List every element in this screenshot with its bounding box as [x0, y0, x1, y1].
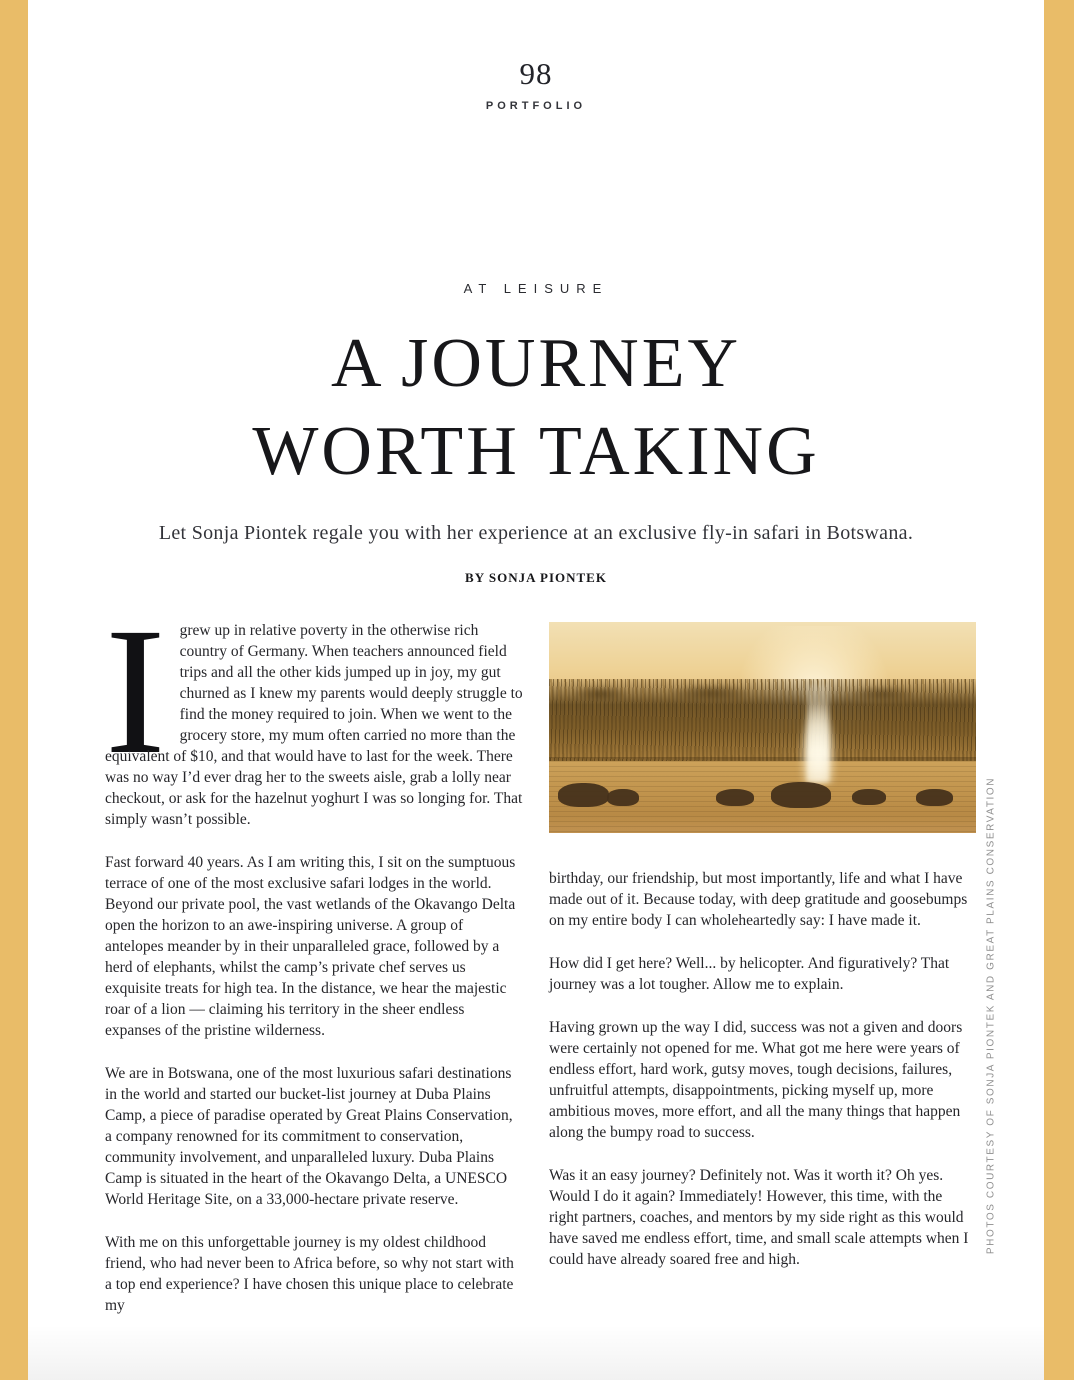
body-paragraph: How did I get here? Well... by helicopter. And figuratively? That journey was a lot tougher. Allow me to explain. — [549, 955, 950, 993]
photo-credit: PHOTOS COURTESY OF SONJA PIONTEK AND GREAT PLAINS CONSERVATION — [985, 776, 997, 1255]
right-column — [549, 868, 970, 1292]
hippo-silhouette — [852, 789, 886, 805]
body-paragraph: Fast forward 40 years. As I am writing this, I sit on the sumptuous terrace of one of the most exclusive safari lodges in the world. Beyond our private pool, the vast wetlands of the Okavango Delta open the horizon to an awe-inspiring universe. A group of antelopes meander by in their unparalleled grace, followed by a herd of elephants, whilst the camp’s private chef serves us exquisite treats for high tea. In the distance, we hear the majestic roar of a lion — claiming his territory in the sheer endless expanses of the pristine wilderness. — [105, 854, 516, 1039]
opening-paragraph-text: grew up in relative poverty in the otherwise rich country of Germany. When teachers announced field trips and all the other kids jumped up in joy, my gut churned as I knew my parents would deeply struggle to find the money required to join. When we went to the grocery store, my mum often carried no more than the equivalent of $10, and that would have to last for the week. There was no way I’d ever drag her to the sweets aisle, grab a lolly near checkout, or ask for the hazelnut yoghurt I was so longing for. That simply wasn’t possible. — [105, 622, 523, 828]
left-column — [105, 591, 523, 1338]
bottom-page-fade — [28, 1325, 1044, 1380]
page-number: 98 — [519, 56, 553, 91]
section-label: PORTFOLIO — [485, 100, 587, 112]
standfirst: Let Sonja Piontek regale you with her experience at an exclusive fly-in safari in Botswana. — [158, 522, 914, 544]
article-title — [28, 320, 1044, 496]
body-paragraph: Was it an easy journey? Definitely not. Was it worth it? Oh yes. Would I do it again? Immediately! However, this time, with the right partners, coaches, and mentors by my side right as this would have saved me endless effort, time, and small scale attempts when I could have already soared free and high. — [549, 1167, 969, 1268]
hippo-silhouette — [771, 782, 831, 807]
title-line-1: A JOURNEY — [330, 325, 742, 402]
body-paragraph: birthday, our friendship, but most importantly, life and what I have made out of it. Because today, with deep gratitude and goosebumps on my entire body I can wholeheartedly say: I have made it. — [549, 870, 968, 929]
photo-spray-mist-core — [807, 685, 828, 782]
opening-paragraph — [105, 591, 523, 830]
hippo-silhouette — [716, 789, 754, 806]
right-border-band — [1044, 0, 1074, 1380]
title-line-2: WORTH TAKING — [252, 413, 820, 490]
body-paragraph: We are in Botswana, one of the most luxurious safari destinations in the world and started our bucket-list journey at Duba Plains Camp, a piece of paradise operated by Great Plains Conservation, a company renowned for its commitment to conservation, community involvement, and unparalleled luxury. Duba Plains Camp is situated in the heart of the Okavango Delta, a UNESCO World Heritage Site, on a 33,000-hectare private reserve. — [105, 1065, 513, 1208]
hippos-sunset-photo — [549, 622, 976, 833]
byline: BY SONJA PIONTEK — [465, 570, 607, 585]
hippo-silhouette — [558, 783, 609, 806]
kicker: AT LEISURE — [463, 281, 609, 296]
photo-reeds — [549, 679, 976, 766]
hippo-silhouette — [916, 789, 952, 806]
left-border-band — [0, 0, 28, 1380]
body-paragraph: Having grown up the way I did, success was not a given and doors were certainly not opened for me. What got me here were years of endless effort, hard work, gutsy moves, tough decisions, failures, unfruitful attempts, disappointments, picking myself up, more ambitious moves, more effort, and all the many things that happen along the bumpy road to success. — [549, 1019, 963, 1141]
body-paragraph: With me on this unforgettable journey is my oldest childhood friend, who had never been to Africa before, so why not start with a top end experience? I have chosen this unique place to celebrate my — [105, 1234, 514, 1314]
hippo-silhouette — [607, 789, 639, 806]
drop-cap: I — [105, 591, 166, 792]
